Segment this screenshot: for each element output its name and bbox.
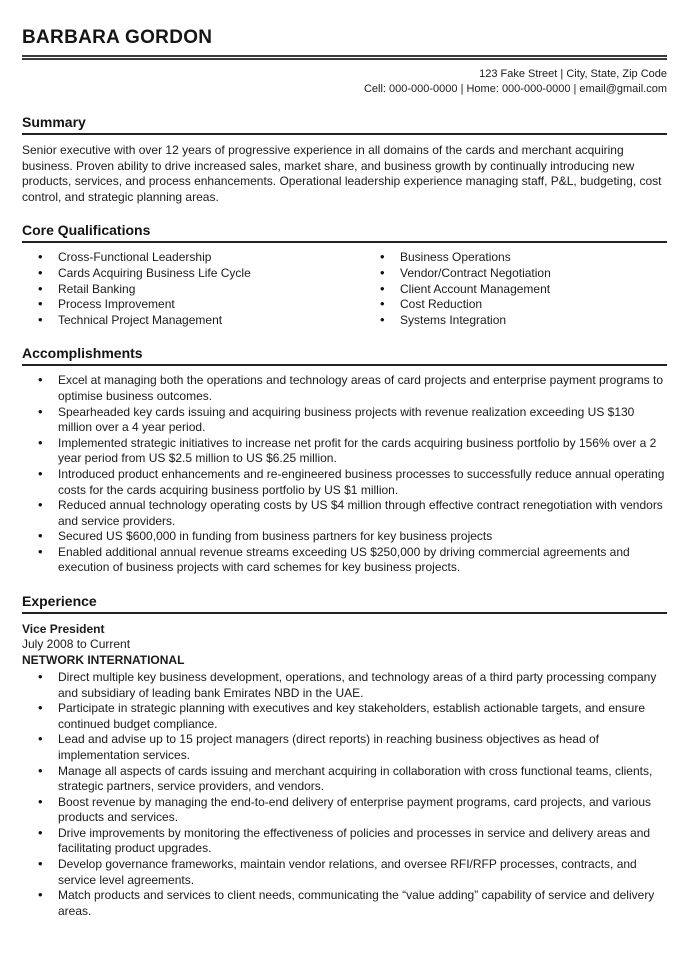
list-item: • Lead and advise up to 15 project managers (direct reports) in reaching business objectives as head of implementation services. <box>22 732 667 763</box>
section-title-summary: Summary <box>22 114 667 135</box>
list-item: • Cards Acquiring Business Life Cycle <box>22 266 364 282</box>
contact-block <box>22 67 667 97</box>
list-item: • Excel at managing both the operations and technology areas of card projects and enterprise payment programs to optimise business outcomes. <box>22 373 667 404</box>
contact-line: Cell: 000-000-0000 | Home: 000-000-0000 | email@gmail.com <box>363 83 667 95</box>
section-title-experience: Experience <box>22 593 667 614</box>
accomplishments-list <box>22 373 667 576</box>
list-item: • Cross-Functional Leadership <box>22 250 364 266</box>
job-header <box>22 622 667 668</box>
core-qualifications-columns <box>22 250 667 328</box>
address-line: 123 Fake Street | City, State, Zip Code <box>479 68 667 80</box>
list-item: • Direct multiple key business development, operations, and technology areas of a third party processing company and subsidiary of leading bank Emirates NBD in the UAE. <box>22 670 667 701</box>
list-item: • Match products and services to client needs, communicating the “value adding” capability of service and delivery areas. <box>22 888 667 919</box>
section-title-core-qualifications: Core Qualifications <box>22 222 667 243</box>
list-item: • Secured US $600,000 in funding from business partners for key business projects <box>22 529 667 545</box>
job-company: NETWORK INTERNATIONAL <box>22 652 185 667</box>
candidate-name: BARBARA GORDON <box>22 27 667 60</box>
list-item: • Reduced annual technology operating costs by US $4 million through effective contract renegotiation with vendors and service providers. <box>22 498 667 529</box>
list-item: • Vendor/Contract Negotiation <box>364 266 667 282</box>
list-item: • Drive improvements by monitoring the effectiveness of policies and processes in service and delivery areas and facilitating product upgrades. <box>22 826 667 857</box>
core-qualifications-right-list <box>364 250 667 328</box>
list-item: • Boost revenue by managing the end-to-end delivery of enterprise payment programs, card projects, and various products and services. <box>22 795 667 826</box>
section-title-accomplishments: Accomplishments <box>22 345 667 366</box>
list-item: • Spearheaded key cards issuing and acquiring business projects with revenue realization exceeding US $130 million over a 4 year period. <box>22 405 667 436</box>
list-item: • Develop governance frameworks, maintain vendor relations, and oversee RFI/RFP processes, contracts, and service level agreements. <box>22 857 667 888</box>
list-item: • Enabled additional annual revenue streams exceeding US $250,000 by driving commercial agreements and execution of business projects with card schemes for key business projects. <box>22 545 667 576</box>
list-item: • Introduced product enhancements and re-engineered business processes to successfully reduce annual operating costs for the cards acquiring business portfolio by US $1 million. <box>22 467 667 498</box>
list-item: • Implemented strategic initiatives to increase net profit for the cards acquiring business portfolio by 156% over a 2 year period from US $2.5 million to US $6.25 million. <box>22 436 667 467</box>
list-item: • Manage all aspects of cards issuing and merchant acquiring in collaboration with cross functional teams, clients, strategic partners, service providers, and vendors. <box>22 764 667 795</box>
list-item: • Technical Project Management <box>22 313 364 329</box>
list-item: • Retail Banking <box>22 282 364 298</box>
job-dates: July 2008 to Current <box>22 637 131 652</box>
list-item: • Systems Integration <box>364 313 667 329</box>
experience-list <box>22 670 667 920</box>
job-title: Vice President <box>22 622 105 637</box>
list-item: • Business Operations <box>364 250 667 266</box>
summary-text: Senior executive with over 12 years of progressive experience in all domains of the cards and merchant acquiring business. Proven ability to drive increased sales, market share, and business growth by continually introducing new products, services, and process enhancements. Operational leadership experience managing staff, P&L, budgeting, cost control, and strategic planning areas. <box>22 143 662 204</box>
core-qualifications-left-list <box>22 250 364 328</box>
list-item: • Participate in strategic planning with executives and key stakeholders, establish actionable targets, and ensure continued budget compliance. <box>22 701 667 732</box>
list-item: • Process Improvement <box>22 297 364 313</box>
list-item: • Client Account Management <box>364 282 667 298</box>
list-item: • Cost Reduction <box>364 297 667 313</box>
